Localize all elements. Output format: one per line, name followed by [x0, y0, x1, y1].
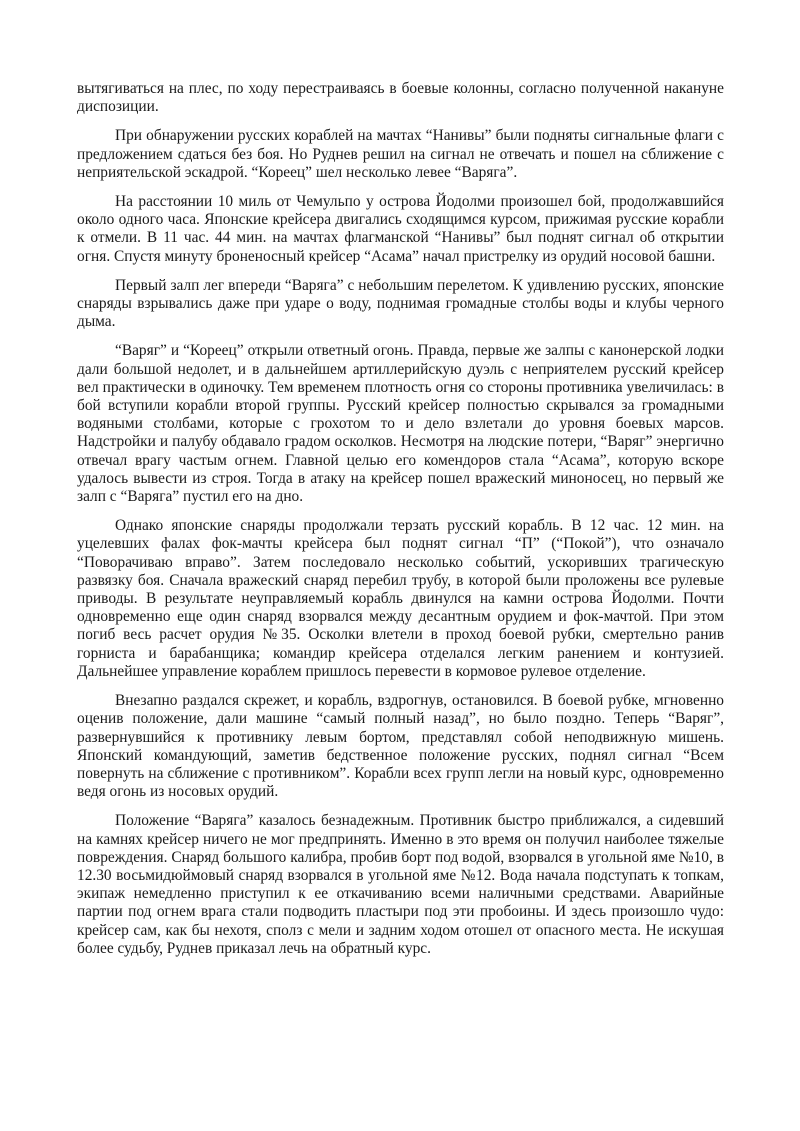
paragraph-8: Положение “Варяга” казалось безнадежным. Противник быстро приближался, а сидевший на камнях крейсер ничего не мог предпринять. Именно в это время он получил наиболее тяжелые повреждения. Снаряд большого калибра, пробив борт под водой, взорвался в угольной яме №10, в 12.30 восьмидюймовый снаряд взорвался в угольной яме №12. Вода начала подступать к топкам, экипаж немедленно приступил к ее откачиванию всеми наличными средствами. Аварийные партии под огнем врага стали подводить пластыри под эти пробоины. И здесь произошло чудо: крейсер сам, как бы нехотя, сполз с мели и задним ходом отошел от опасного места. Не искушая более судьбу, Руднев приказал лечь на обратный курс.: [77, 812, 724, 957]
paragraph-7: Внезапно раздался скрежет, и корабль, вздрогнув, остановился. В боевой рубке, мгновенно оценив положение, дали машине “самый полный назад”, но было поздно. Теперь “Варяг”, развернувшийся к противнику левым бортом, представлял собой неподвижную мишень. Японский командующий, заметив бедственное положение русских, поднял сигнал “Всем повернуть на сближение с противником”. Корабли всех групп легли на новый курс, одновременно ведя огонь из носовых орудий.: [77, 692, 724, 801]
paragraph-4: Первый залп лег впереди “Варяга” с небольшим перелетом. К удивлению русских, японские снаряды взрывались даже при ударе о воду, поднимая громадные столбы воды и клубы черного дыма.: [77, 276, 724, 331]
paragraph-6: Однако японские снаряды продолжали терзать русский корабль. В 12 час. 12 мин. на уцелевших фалах фок-мачты крейсера был поднят сигнал “П” (“Покой”), что означало “Поворачиваю вправо”. Затем последовало несколько событий, ускоривших трагическую развязку боя. Сначала вражеский снаряд перебил трубу, в которой были проложены все рулевые приводы. В результате неуправляемый корабль двинулся на камни острова Йодолми. Почти одновременно еще один снаряд взорвался между десантным орудием и фок-мачтой. При этом погиб весь расчет орудия №35. Осколки влетели в проход боевой рубки, смертельно ранив горниста и барабанщика; командир крейсера отделался легким ранением и контузией. Дальнейшее управление кораблем пришлось перевести в кормовое рулевое отделение.: [77, 517, 724, 680]
document-page: [77, 80, 724, 969]
paragraph-2: При обнаружении русских кораблей на мачтах “Нанивы” были подняты сигнальные флаги с предложением сдаться без боя. Но Руднев решил на сигнал не отвечать и пошел на сближение с неприятельской эскадрой. “Кореец” шел несколько левее “Варяга”.: [77, 127, 724, 181]
paragraph-5: “Варяг” и “Кореец” открыли ответный огонь. Правда, первые же залпы с канонерской лодки дали большой недолет, и в дальнейшем артиллерийскую дуэль с неприятелем русский крейсер вел практически в одиночку. Тем временем плотность огня со стороны противника увеличилась: в бой вступили корабли второй группы. Русский крейсер полностью скрывался за громадными водяными столбами, которые с грохотом то и дело взлетали до уровня боевых марсов. Надстройки и палубу обдавало градом осколков. Несмотря на людские потери, “Варяг” энергично отвечал врагу частым огнем. Главной целью его комендоров стала “Асама”, которую вскоре удалось вывести из строя. Тогда в атаку на крейсер пошел вражеский миноносец, но первый же залп с “Варяга” пустил его на дно.: [77, 342, 724, 506]
paragraph-3: На расстоянии 10 миль от Чемульпо у острова Йодолми произошел бой, продолжавшийся около одного часа. Японские крейсера двигались сходящимся курсом, прижимая русские корабли к отмели. В 11 час. 44 мин. на мачтах флагманской “Нанивы” был поднят сигнал об открытии огня. Спустя минуту броненосный крейсер “Асама” начал пристрелку из орудий носовой башни.: [77, 193, 724, 265]
paragraph-1: вытягиваться на плес, по ходу перестраиваясь в боевые колонны, согласно полученной накануне диспозиции.: [77, 80, 724, 116]
